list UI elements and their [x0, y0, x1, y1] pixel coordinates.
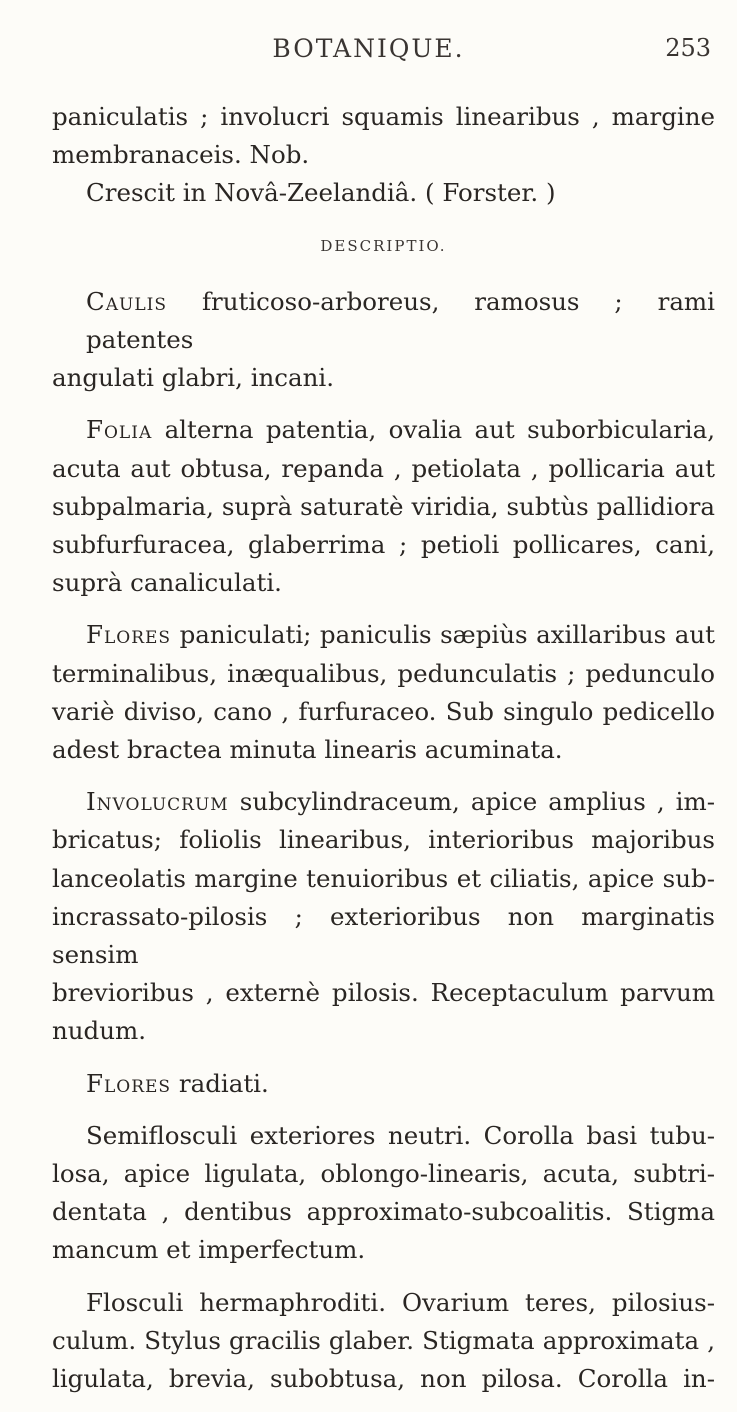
- paragraph-lead: Folia: [86, 415, 153, 445]
- text-line: Semiflosculi exteriores neutri. Corolla basi tubu-: [86, 1120, 715, 1150]
- text-run: paniculati; paniculis sæpiùs axillaribus aut: [171, 620, 715, 650]
- text-line: membranaceis. Nob.: [52, 140, 310, 170]
- text-line: [52, 283, 715, 359]
- running-title: BOTANIQUE.: [272, 34, 465, 63]
- continuation-paragraph: [52, 98, 715, 213]
- text-line: [52, 616, 715, 654]
- text-run: fruticoso-arboreus, ramosus ; rami patentes: [86, 286, 715, 355]
- text-line: angulati glabri, incani.: [52, 363, 335, 393]
- text-line: [52, 1065, 715, 1103]
- paragraph-semiflosculi: [52, 1117, 715, 1270]
- text-line: [52, 783, 715, 821]
- text-line: dentata , dentibus approximato-subcoalitis. Stigma: [52, 1197, 715, 1227]
- text-line: bricatus; foliolis linearibus, interioribus majoribus: [52, 825, 715, 855]
- text-line: brevioribus , externè pilosis. Receptaculum parvum: [52, 978, 715, 1008]
- paragraph-lead: Caulis: [86, 286, 168, 316]
- text-line: Flosculi hermaphroditi. Ovarium teres, pilosius-: [86, 1287, 715, 1317]
- text-line: ligulata, brevia, subobtusa, non pilosa. Corolla in-: [52, 1364, 715, 1394]
- paragraph-involucrum: [52, 783, 715, 1050]
- paragraph-flores: [52, 616, 715, 769]
- paragraph-caulis: [52, 283, 715, 398]
- text-run: subcylindraceum, apice amplius , im-: [228, 787, 715, 817]
- paragraph-flosculi: [52, 1284, 715, 1399]
- text-line: [52, 411, 715, 449]
- paragraph-flores-radiati: [52, 1065, 715, 1103]
- body-text: [52, 98, 715, 1412]
- text-line: subfurfuracea, glaberrima ; petioli pollicares, cani,: [52, 530, 715, 560]
- habitat-line: Crescit in Novâ-Zeelandiâ. ( Forster. ): [86, 178, 556, 208]
- text-line: variè diviso, cano , furfuraceo. Sub singulo pedicello: [52, 696, 715, 726]
- text-run: alterna patentia, ovalia aut suborbicularia,: [152, 415, 715, 445]
- text-line: losa, apice ligulata, oblongo-linearis, acuta, subtri-: [52, 1159, 715, 1189]
- text-line: nudum.: [52, 1016, 147, 1046]
- text-line: suprà canaliculati.: [52, 568, 282, 598]
- text-run: radiati.: [171, 1068, 269, 1098]
- paragraph-lead: Flores: [86, 1068, 172, 1098]
- page-number: 253: [665, 34, 711, 62]
- text-line: culum. Stylus gracilis glaber. Stigmata approximata ,: [52, 1325, 715, 1355]
- text-line: mancum et imperfectum.: [52, 1235, 366, 1265]
- paragraph-folia: [52, 411, 715, 602]
- running-head: [0, 34, 737, 74]
- text-line: acuta aut obtusa, repanda , petiolata , pollicaria aut: [52, 453, 715, 483]
- text-line: lanceolatis margine tenuioribus et ciliatis, apice sub-: [52, 863, 715, 893]
- text-line: adest bractea minuta linearis acuminata.: [52, 735, 563, 765]
- text-line: paniculatis ; involucri squamis linearibus , margine: [52, 102, 715, 131]
- paragraph-lead: Flores: [86, 620, 172, 650]
- text-line: terminalibus, inæqualibus, pedunculatis ; pedunculo: [52, 658, 715, 688]
- section-heading: DESCRIPTIO.: [320, 236, 447, 255]
- text-line: subpalmaria, suprà saturatè viridia, subtùs pallidiora: [52, 491, 715, 521]
- paragraph-lead: Involucrum: [86, 787, 229, 817]
- text-line: incrassato-pilosis ; exterioribus non marginatis sensim: [52, 901, 715, 970]
